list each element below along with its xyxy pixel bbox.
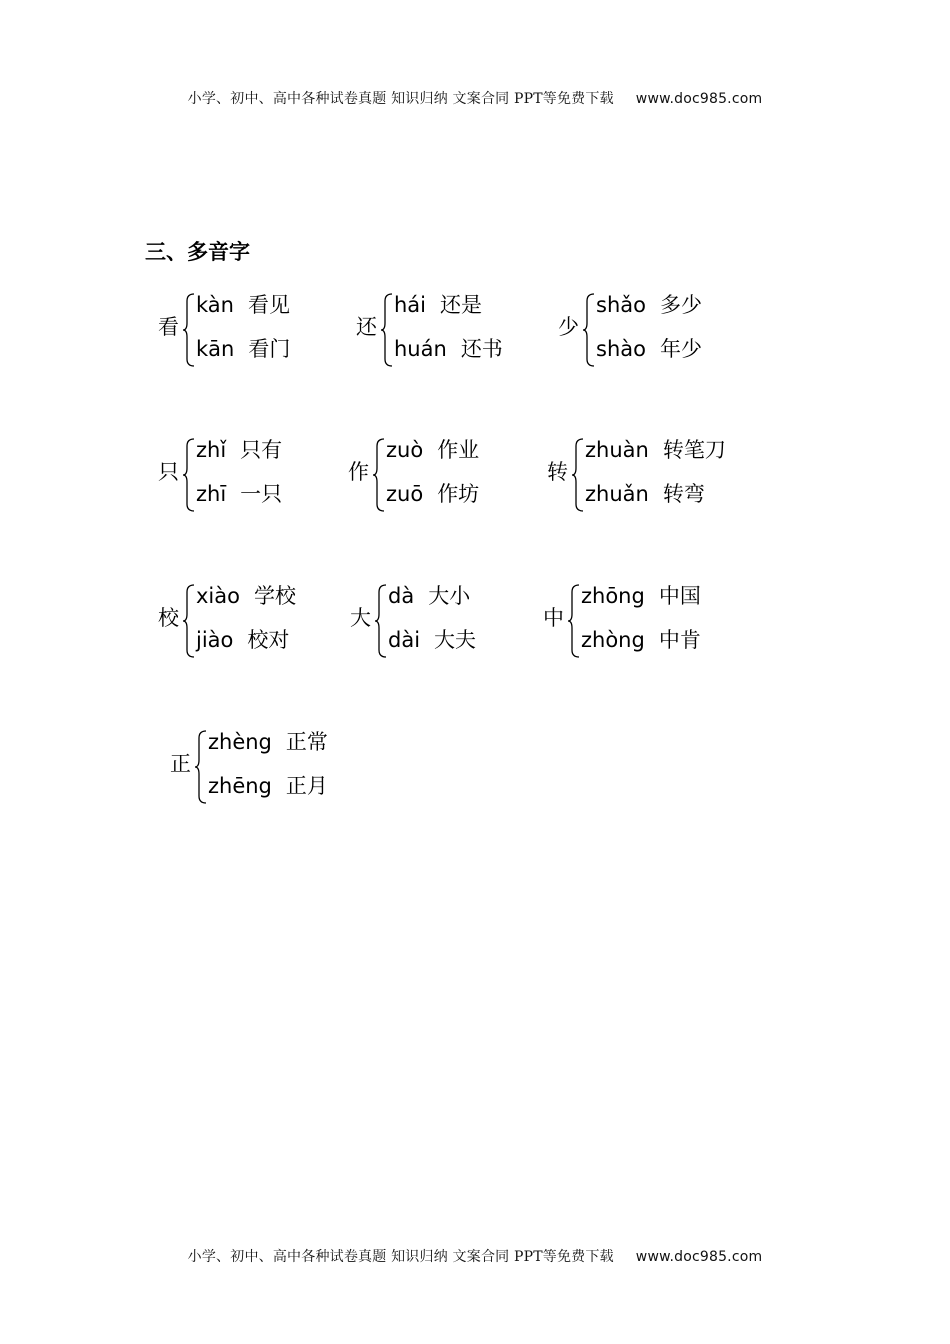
polyphone-char: 作: [348, 460, 369, 484]
pinyin: hái: [394, 293, 427, 317]
example-word: 校对: [247, 628, 290, 652]
reading-line: [585, 481, 705, 507]
polyphone-char: 还: [356, 315, 377, 339]
reading-line: [208, 729, 328, 755]
reading-line: [581, 583, 701, 609]
example-word: 大小: [428, 584, 471, 608]
example-word: 中国: [658, 584, 701, 608]
brace-icon: [182, 584, 196, 658]
pinyin: shào: [596, 337, 646, 361]
reading-line: [596, 292, 702, 318]
pinyin: kān: [196, 337, 235, 361]
example-word: 大夫: [434, 628, 477, 652]
reading-line: [196, 336, 290, 362]
pinyin: dài: [388, 628, 421, 652]
polyphone-char: 转: [547, 460, 568, 484]
reading-line: [196, 437, 282, 463]
pinyin: zuō: [386, 482, 424, 506]
page-header: [0, 88, 950, 108]
header-site-link[interactable]: www.doc985.com: [635, 91, 763, 107]
brace-icon: [380, 293, 394, 367]
polyphone-char: 中: [543, 606, 564, 630]
polyphone-char: 只: [158, 460, 179, 484]
example-word: 只有: [240, 438, 283, 462]
reading-line: [196, 292, 290, 318]
example-word: 正月: [285, 774, 328, 798]
pinyin: zhèng: [208, 730, 272, 754]
footer-site-link[interactable]: www.doc985.com: [635, 1249, 763, 1265]
example-word: 学校: [253, 584, 296, 608]
reading-line: [386, 437, 479, 463]
brace-icon: [182, 438, 196, 512]
reading-line: [581, 627, 701, 653]
reading-line: [386, 481, 479, 507]
pinyin: zhuǎn: [585, 482, 649, 506]
brace-icon: [374, 584, 388, 658]
section-title: 三、多音字: [145, 240, 250, 264]
brace-icon: [582, 293, 596, 367]
polyphone-char: 看: [158, 315, 179, 339]
polyphone-char: 正: [170, 752, 191, 776]
reading-line: [196, 627, 289, 653]
page-footer: [0, 1246, 950, 1266]
pinyin: jiào: [196, 628, 234, 652]
pinyin: zhuàn: [585, 438, 649, 462]
example-word: 转笔刀: [662, 438, 726, 462]
pinyin: kàn: [196, 293, 234, 317]
example-word: 年少: [659, 337, 702, 361]
example-word: 正常: [285, 730, 328, 754]
brace-icon: [571, 438, 585, 512]
example-word: 多少: [659, 293, 702, 317]
reading-line: [388, 627, 476, 653]
example-word: 还书: [460, 337, 503, 361]
polyphone-char: 大: [350, 606, 371, 630]
example-word: 中肯: [658, 628, 701, 652]
pinyin: zhòng: [581, 628, 645, 652]
pinyin: zuò: [386, 438, 424, 462]
pinyin: huán: [394, 337, 447, 361]
reading-line: [208, 773, 328, 799]
reading-line: [394, 292, 482, 318]
header-text: 小学、初中、高中各种试卷真题 知识归纳 文案合同 PPT等免费下载: [187, 91, 614, 107]
example-word: 转弯: [662, 482, 705, 506]
brace-icon: [182, 293, 196, 367]
example-word: 还是: [440, 293, 483, 317]
example-word: 作坊: [437, 482, 480, 506]
example-word: 看见: [247, 293, 290, 317]
polyphone-char: 少: [558, 315, 579, 339]
brace-icon: [372, 438, 386, 512]
example-word: 看门: [248, 337, 291, 361]
reading-line: [596, 336, 702, 362]
polyphone-char: 校: [158, 606, 179, 630]
reading-line: [394, 336, 503, 362]
pinyin: dà: [388, 584, 415, 608]
brace-icon: [567, 584, 581, 658]
pinyin: shǎo: [596, 293, 646, 317]
example-word: 一只: [240, 482, 283, 506]
pinyin: zhōng: [581, 584, 645, 608]
pinyin: xiào: [196, 584, 240, 608]
example-word: 作业: [437, 438, 480, 462]
reading-line: [196, 583, 296, 609]
reading-line: [585, 437, 726, 463]
brace-icon: [194, 730, 208, 804]
pinyin: zhǐ: [196, 438, 227, 462]
footer-text: 小学、初中、高中各种试卷真题 知识归纳 文案合同 PPT等免费下载: [187, 1249, 614, 1265]
reading-line: [388, 583, 470, 609]
reading-line: [196, 481, 282, 507]
pinyin: zhī: [196, 482, 227, 506]
pinyin: zhēng: [208, 774, 272, 798]
